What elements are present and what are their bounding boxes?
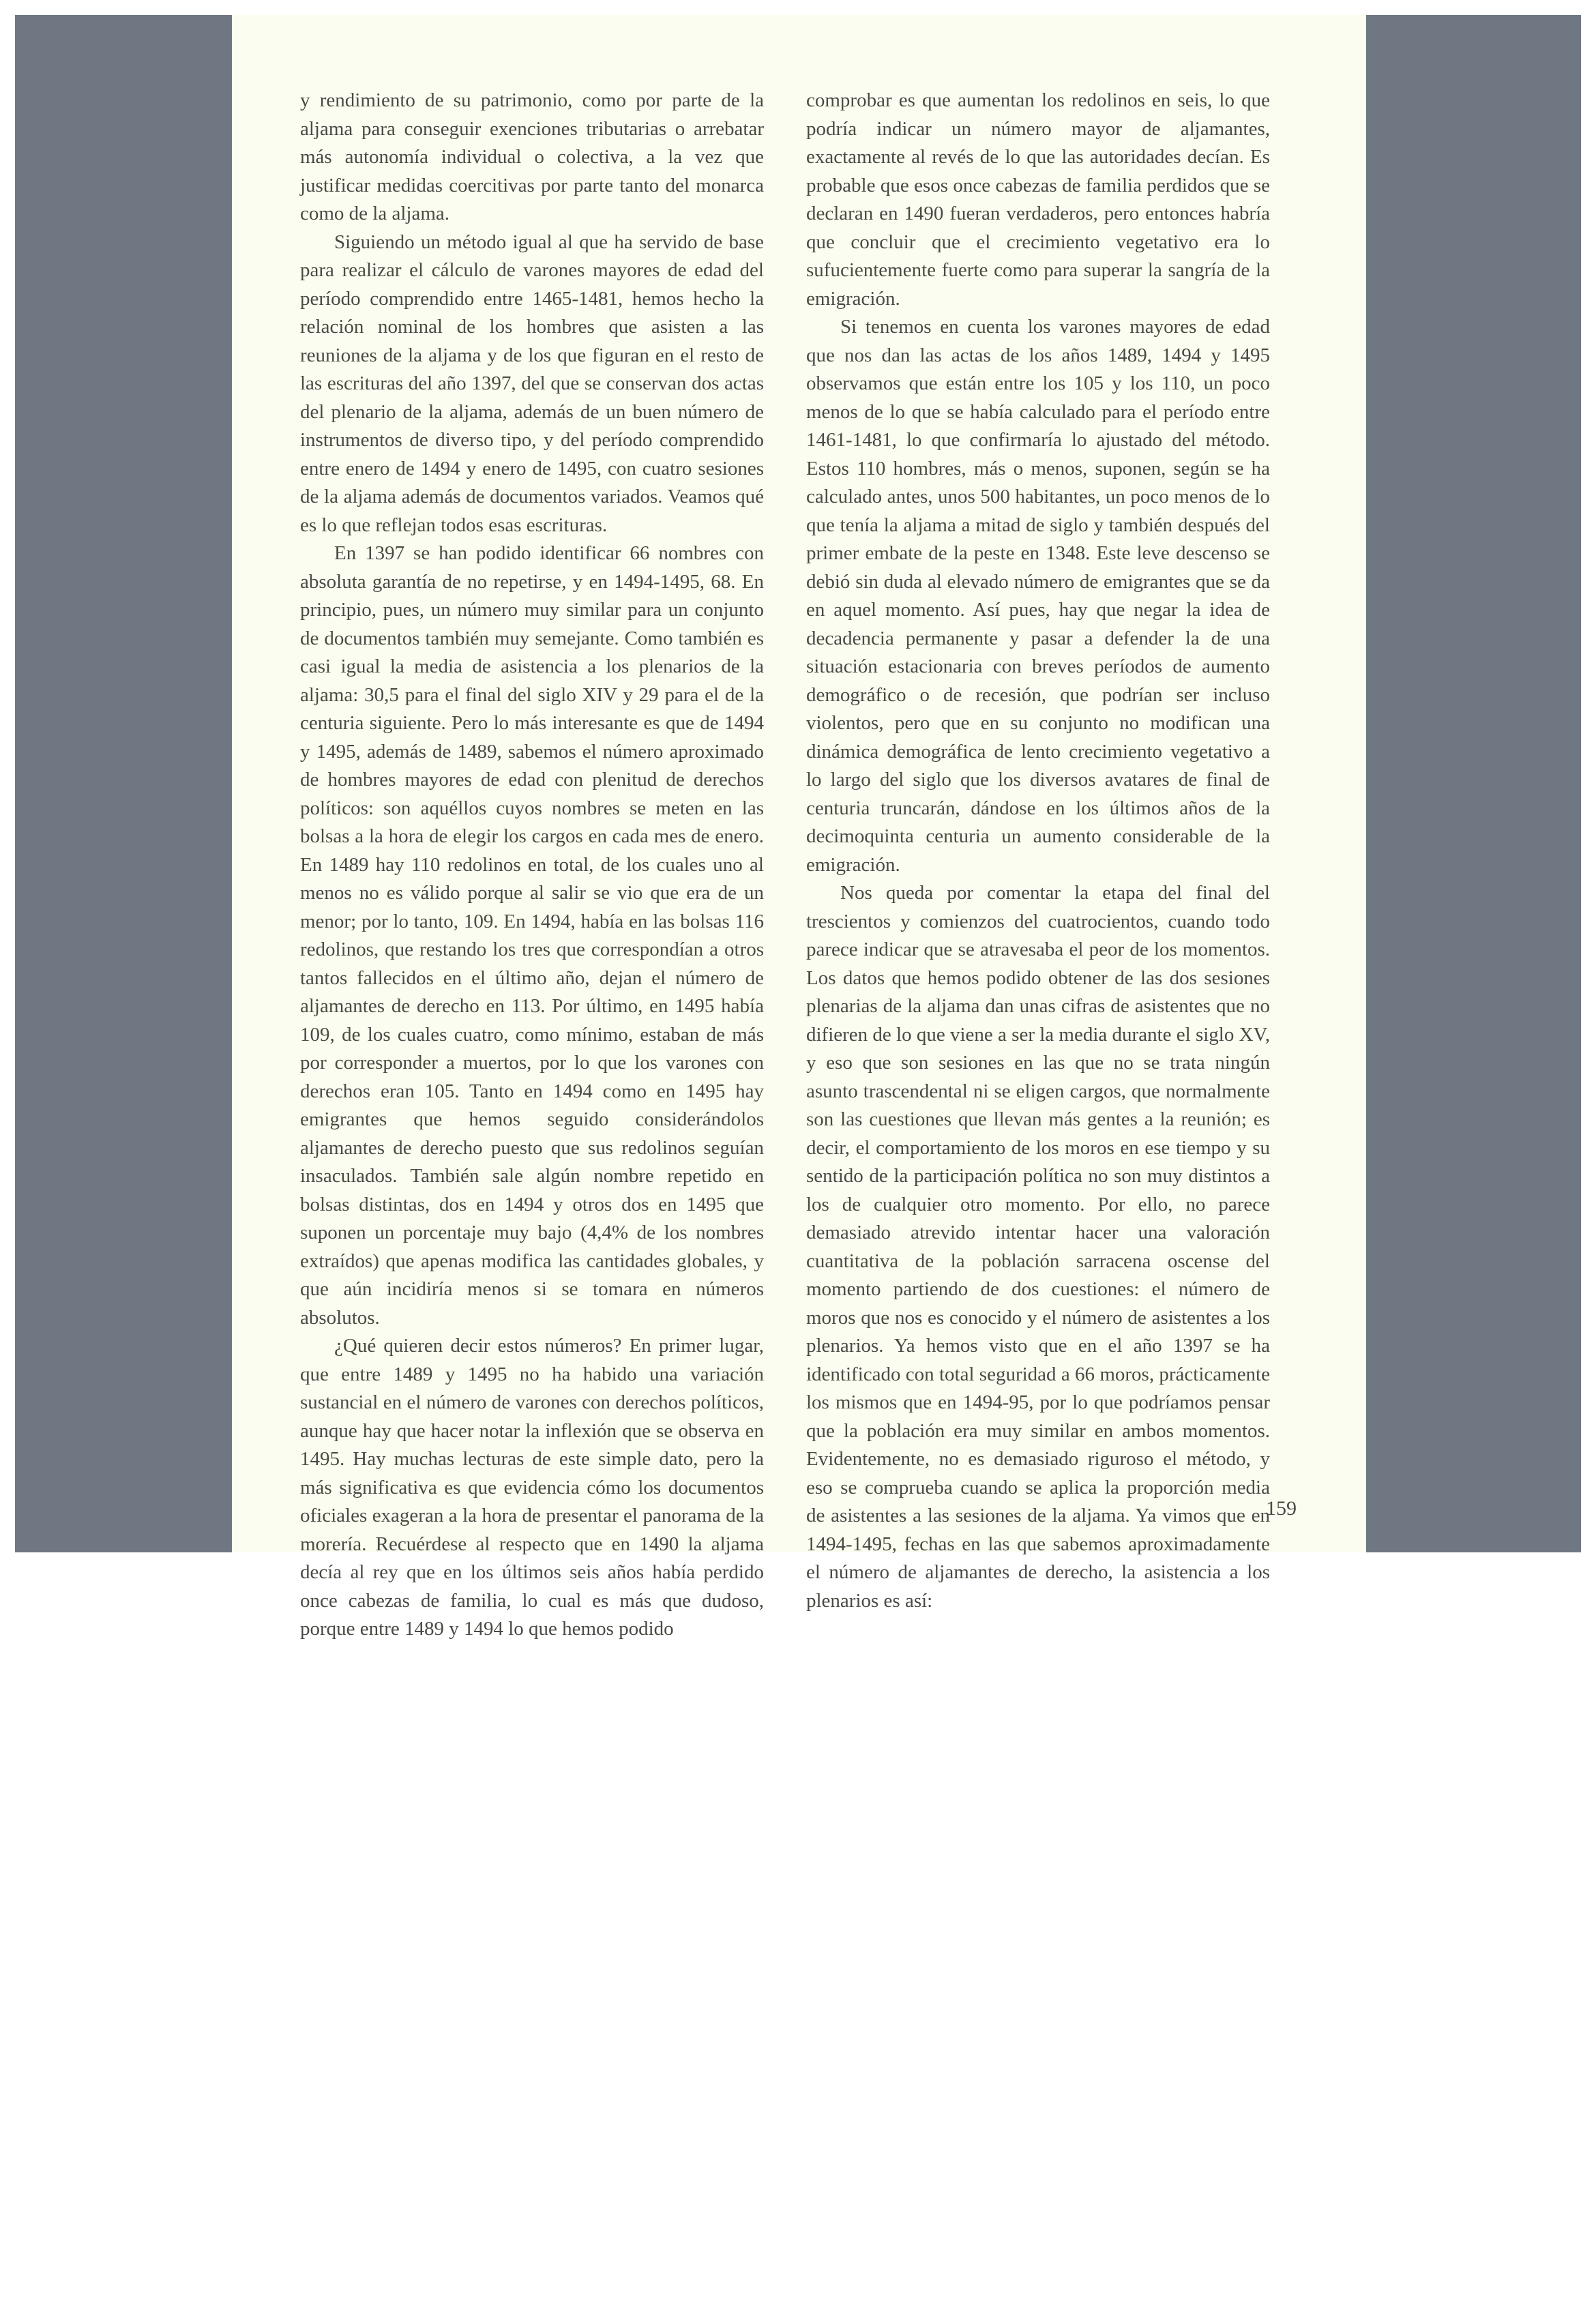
- right-column: [806, 87, 1270, 1615]
- paragraph: comprobar es que aumentan los redolinos en seis, lo que podría indicar un número mayor de aljamantes, exactamente al revés de lo que las autoridades decían. Es probable que esos once cabezas de familia perdidos que se declaran en 1490 fueran verdaderos, pero entonces habría que concluir que el crecimiento vegetativo era lo sufucientemente fuerte como para superar la sangría de la emigración.: [806, 89, 1270, 310]
- paragraph: y rendimiento de su patrimonio, como por parte de la aljama para conseguir exenciones tributarias o arrebatar más autonomía individual o colectiva, a la vez que justificar medidas coercitivas por parte tanto del monarca como de la aljama.: [300, 89, 764, 224]
- paragraph: Siguiendo un método igual al que ha servido de base para realizar el cálculo de varones mayores de edad del período comprendido entre 1465-1481, hemos hecho la relación nominal de los hombres que asisten a las reuniones de la aljama y de los que figuran en el resto de las escrituras del año 1397, del que se conservan dos actas del plenario de la aljama, además de un buen número de instrumentos de diverso tipo, y del período comprendido entre enero de 1494 y enero de 1495, con cuatro sesiones de la aljama además de documentos variados. Veamos qué es lo que reflejan todos esas escrituras.: [300, 231, 764, 536]
- book-page: [232, 15, 1366, 1640]
- paragraph: En 1397 se han podido identificar 66 nombres con absoluta garantía de no repetirse, y en 1494-1495, 68. En principio, pues, un número muy similar para un conjunto de documentos también muy semejante. Como también es casi igual la media de asistencia a los plenarios de la aljama: 30,5 para el final del siglo XIV y 29 para el de la centuria siguiente. Pero lo más interesante es que de 1494 y 1495, además de 1489, sabemos el número aproximado de hombres mayores de edad con plenitud de derechos políticos: son aquéllos cuyos nombres se meten en las bolsas a la hora de elegir los cargos en cada mes de enero. En 1489 hay 110 redolinos en total, de los cuales uno al menos no es válido porque al salir se vio que era de un menor; por lo tanto, 109. En 1494, había en las bolsas 116 redolinos, que restando los tres que correspondían a otros tantos fallecidos en el último año, dejan el número de aljamantes de derecho en 113. Por último, en 1495 había 109, de los cuales cuatro, como mínimo, estaban de más por corresponder a muertos, por lo que los varones con derechos eran 105. Tanto en 1494 como en 1495 hay emigrantes que hemos seguido considerándolos aljamantes de derecho puesto que sus redolinos seguían insaculados. También sale algún nombre repetido en bolsas distintas, dos en 1494 y otros dos en 1495 que suponen un porcentaje muy bajo (4,4% de los nombres extraídos) que apenas modifica las cantidades globales, y que aún incidiría menos si se tomara en números absolutos.: [300, 542, 764, 1329]
- paragraph: ¿Qué quieren decir estos números? En primer lugar, que entre 1489 y 1495 no ha habido una variación sustancial en el número de varones con derechos políticos, aunque hay que hacer notar la inflexión que se observa en 1495. Hay muchas lecturas de este simple dato, pero la más significativa es que evidencia cómo los documentos oficiales exageran a la hora de presentar el panorama de la morería. Recuérdese al respecto que en 1490 la aljama decía al rey que en los últimos seis años había perdido once cabezas de familia, lo cual es más que dudoso, porque entre 1489 y 1494 lo que hemos podido: [300, 1335, 764, 1640]
- left-column: [300, 87, 764, 1644]
- page-number: 159: [1266, 1497, 1297, 1520]
- paragraph: Nos queda por comentar la etapa del final del trescientos y comienzos del cuatrocientos, cuando todo parece indicar que se atravesaba el peor de los momentos. Los datos que hemos podido obtener de las dos sesiones plenarias de la aljama dan unas cifras de asistentes que no difieren de lo que viene a ser la media durante el siglo XV, y eso que son sesiones en las que no se trata ningún asunto trascendental ni se eligen cargos, que normalmente son las cuestiones que llevan más gentes a la reunión; es decir, el comportamiento de los moros en ese tiempo y su sentido de la participación política no son muy distintos a los de cualquier otro momento. Por ello, no parece demasiado atrevido intentar hacer una valoración cuantitativa de la población sarracena oscense del momento partiendo de dos cuestiones: el número de moros que nos es conocido y el número de asistentes a los plenarios. Ya hemos visto que en el año 1397 se ha identificado con total seguridad a 66 moros, prácticamente los mismos que en 1494-95, por lo que podríamos pensar que la población era muy similar en ambos momentos. Evidentemente, no es demasiado riguroso el método, y eso se comprueba cuando se aplica la proporción media de asistentes a las sesiones de la aljama. Ya vimos que en 1494-1495, fechas en las que sabemos aproximadamente el número de aljamantes de derecho, la asistencia a los plenarios es así:: [806, 882, 1270, 1612]
- paragraph: Si tenemos en cuenta los varones mayores de edad que nos dan las actas de los años 1489, 1494 y 1495 observamos que están entre los 105 y los 110, un poco menos de lo que se había calculado para el período entre 1461-1481, lo que confirmaría lo ajustado del método. Estos 110 hombres, más o menos, suponen, según se ha calculado antes, unos 500 habitantes, un poco menos de lo que tenía la aljama a mitad de siglo y también después del primer embate de la peste en 1348. Este leve descenso se debió sin duda al elevado número de emigrantes que se da en aquel momento. Así pues, hay que negar la idea de decadencia permanente y pasar a defender la de una situación estacionaria con breves períodos de aumento demográfico o de recesión, que podrían ser incluso violentos, pero que en su conjunto no modifican una dinámica demográfica de lento crecimiento vegetativo a lo largo del siglo que los diversos avatares de final de centuria truncarán, dándose en los últimos años de la decimoquinta centuria un aumento considerable de la emigración.: [806, 316, 1270, 876]
